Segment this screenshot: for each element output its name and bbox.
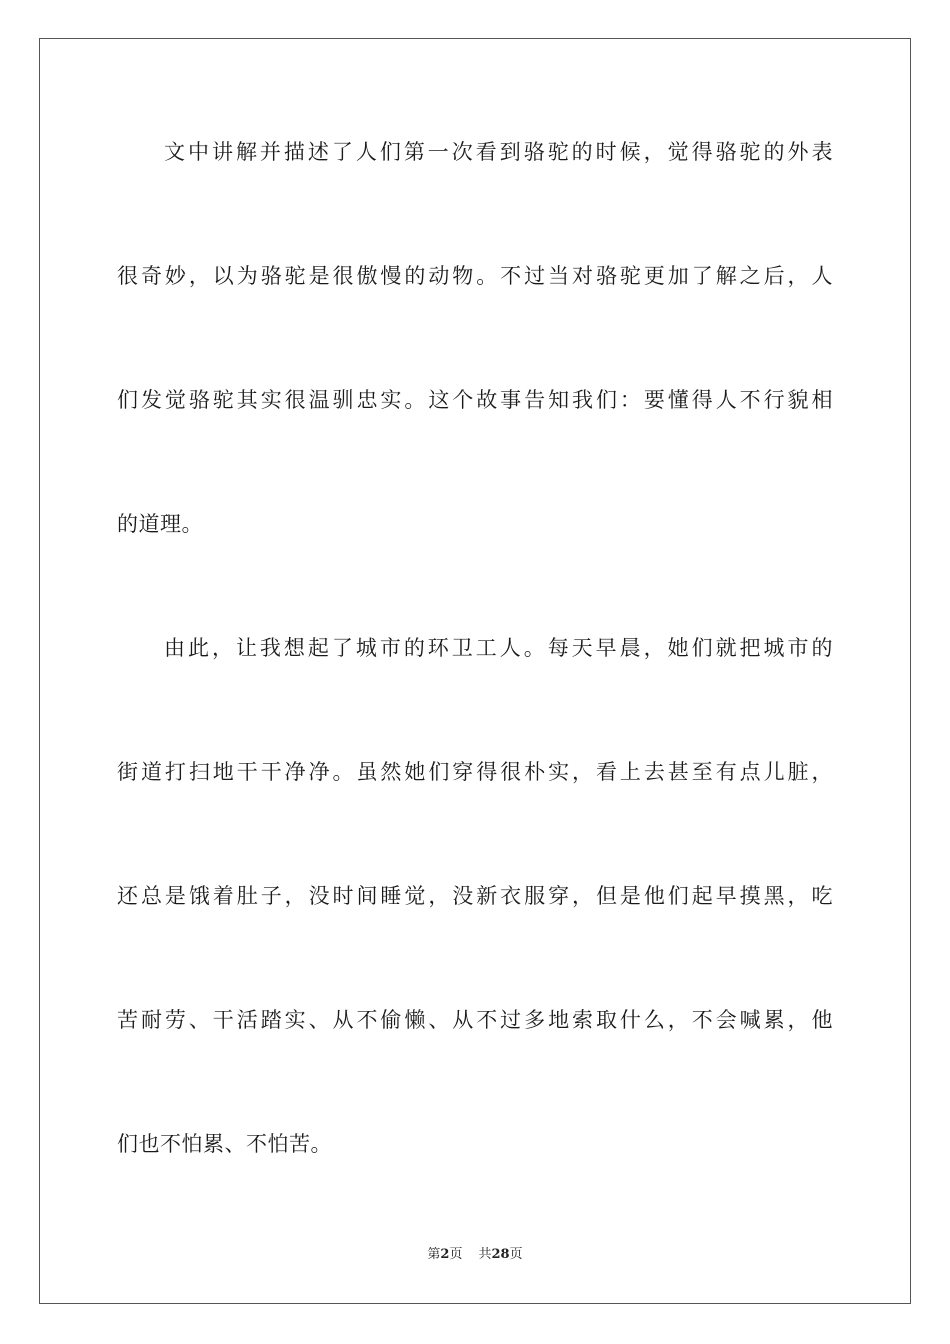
text-line: 文中讲解并描述了人们第一次看到骆驼的时候，觉得骆驼的外表 bbox=[164, 140, 833, 164]
page-suffix: 页 bbox=[449, 1247, 463, 1262]
text-line: 们也不怕累、不怕苦。 bbox=[117, 1132, 332, 1156]
page-border bbox=[39, 38, 911, 1304]
text-line: 苦耐劳、干活踏实、从不偷懒、从不过多地索取什么，不会喊累，他 bbox=[117, 1008, 833, 1032]
total-pages: 28 bbox=[491, 1247, 510, 1262]
page-prefix: 第 bbox=[427, 1247, 441, 1262]
total-prefix: 共 bbox=[478, 1247, 492, 1262]
text-line: 还总是饿着肚子，没时间睡觉，没新衣服穿，但是他们起早摸黑，吃 bbox=[117, 884, 833, 908]
text-line: 很奇妙，以为骆驼是很傲慢的动物。不过当对骆驼更加了解之后，人 bbox=[117, 264, 833, 288]
text-line: 们发觉骆驼其实很温驯忠实。这个故事告知我们：要懂得人不行貌相 bbox=[117, 388, 833, 412]
text-line: 的道理。 bbox=[117, 512, 203, 536]
text-line: 街道打扫地干干净净。虽然她们穿得很朴实，看上去甚至有点儿脏， bbox=[117, 760, 833, 784]
text-line: 由此，让我想起了城市的环卫工人。每天早晨，她们就把城市的 bbox=[164, 636, 833, 660]
total-suffix: 页 bbox=[509, 1247, 523, 1262]
page-footer bbox=[0, 1246, 950, 1264]
page-number: 2 bbox=[440, 1247, 450, 1262]
